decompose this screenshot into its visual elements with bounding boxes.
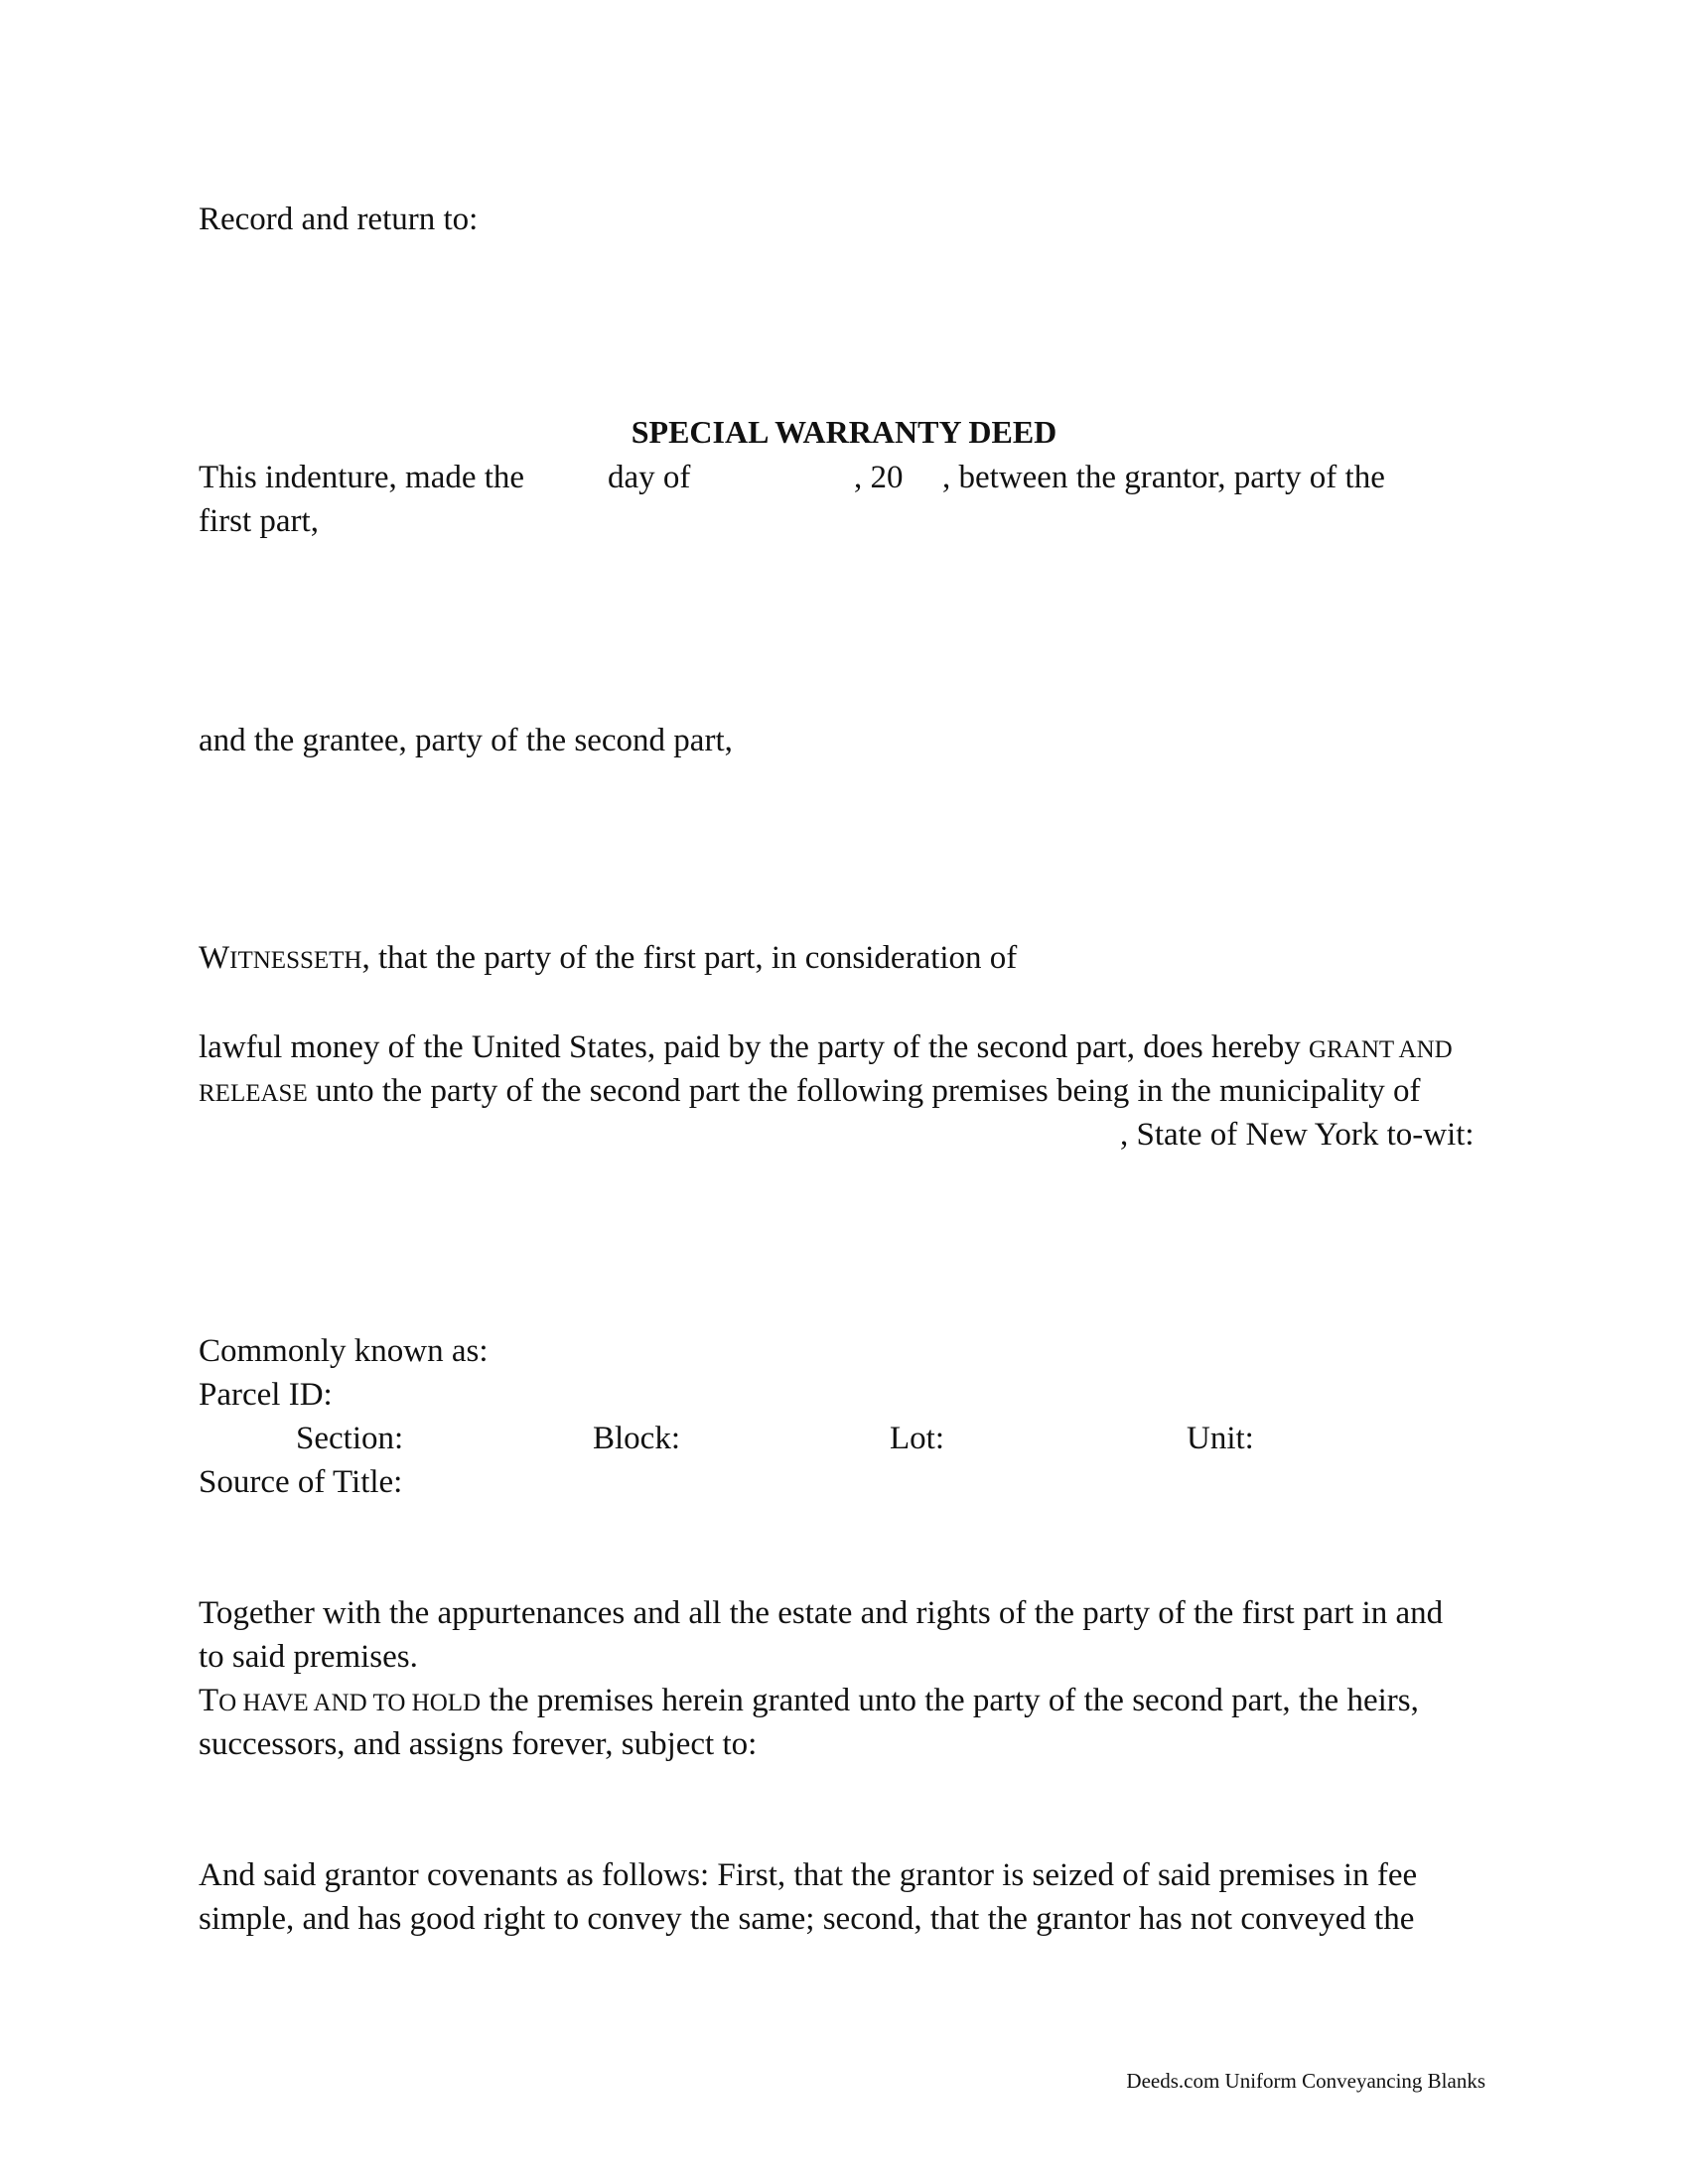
witnesseth-text: , that the party of the first part, in consideration of bbox=[361, 940, 1018, 976]
witnesseth-first-letter: W bbox=[199, 940, 230, 976]
section-label: Section: bbox=[296, 1421, 404, 1456]
consideration-line-2-text: unto the party of the second part the following premises being in the municipality of bbox=[307, 1073, 1421, 1109]
indenture-between: , between the grantor, party of the bbox=[942, 460, 1385, 495]
grantee-clause: and the grantee, party of the second part, bbox=[199, 723, 733, 758]
block-label: Block: bbox=[593, 1421, 680, 1456]
indenture-year-prefix: , 20 bbox=[854, 460, 904, 495]
grant-and-smallcaps: GRANT AND bbox=[1309, 1036, 1453, 1063]
consideration-line-3: , State of New York to-wit: bbox=[1120, 1117, 1475, 1153]
commonly-known-label: Commonly known as: bbox=[199, 1333, 489, 1369]
habendum-line-1-text: the premises herein granted unto the party of the second part, the heirs, bbox=[481, 1683, 1419, 1718]
record-return-label: Record and return to: bbox=[199, 202, 479, 237]
habendum-line-1 bbox=[199, 1679, 1419, 1725]
habendum-line-2: successors, and assigns forever, subject to: bbox=[199, 1726, 758, 1762]
footer-credit: Deeds.com Uniform Conveyancing Blanks bbox=[1126, 2069, 1485, 2093]
covenants-line-1: And said grantor covenants as follows: First, that the grantor is seized of said premises in fee bbox=[199, 1857, 1418, 1893]
parcel-id-label: Parcel ID: bbox=[199, 1377, 333, 1413]
consideration-line-1 bbox=[199, 1025, 1453, 1072]
covenants-line-2: simple, and has good right to convey the same; second, that the grantor has not conveyed the bbox=[199, 1901, 1415, 1937]
habendum-first-letter: T bbox=[199, 1683, 219, 1718]
appurtenances-line-2: to said premises. bbox=[199, 1639, 418, 1675]
witnesseth-smallcaps: ITNESSETH bbox=[229, 947, 362, 974]
indenture-first-part: first part, bbox=[199, 503, 319, 539]
lot-label: Lot: bbox=[890, 1421, 944, 1456]
source-of-title-label: Source of Title: bbox=[199, 1464, 403, 1500]
habendum-smallcaps: O HAVE AND TO HOLD bbox=[218, 1690, 482, 1716]
indenture-day-of: day of bbox=[608, 460, 691, 495]
consideration-line-1-text: lawful money of the United States, paid by the party of the second part, does hereby bbox=[199, 1029, 1310, 1065]
appurtenances-line-1: Together with the appurtenances and all the estate and rights of the party of the first part in and bbox=[199, 1595, 1444, 1631]
deed-title: SPECIAL WARRANTY DEED bbox=[631, 414, 1057, 450]
release-smallcaps: RELEASE bbox=[199, 1080, 308, 1107]
indenture-intro: This indenture, made the bbox=[199, 460, 525, 495]
unit-label: Unit: bbox=[1187, 1421, 1254, 1456]
consideration-line-2 bbox=[199, 1069, 1421, 1116]
witnesseth-clause bbox=[199, 936, 1017, 983]
